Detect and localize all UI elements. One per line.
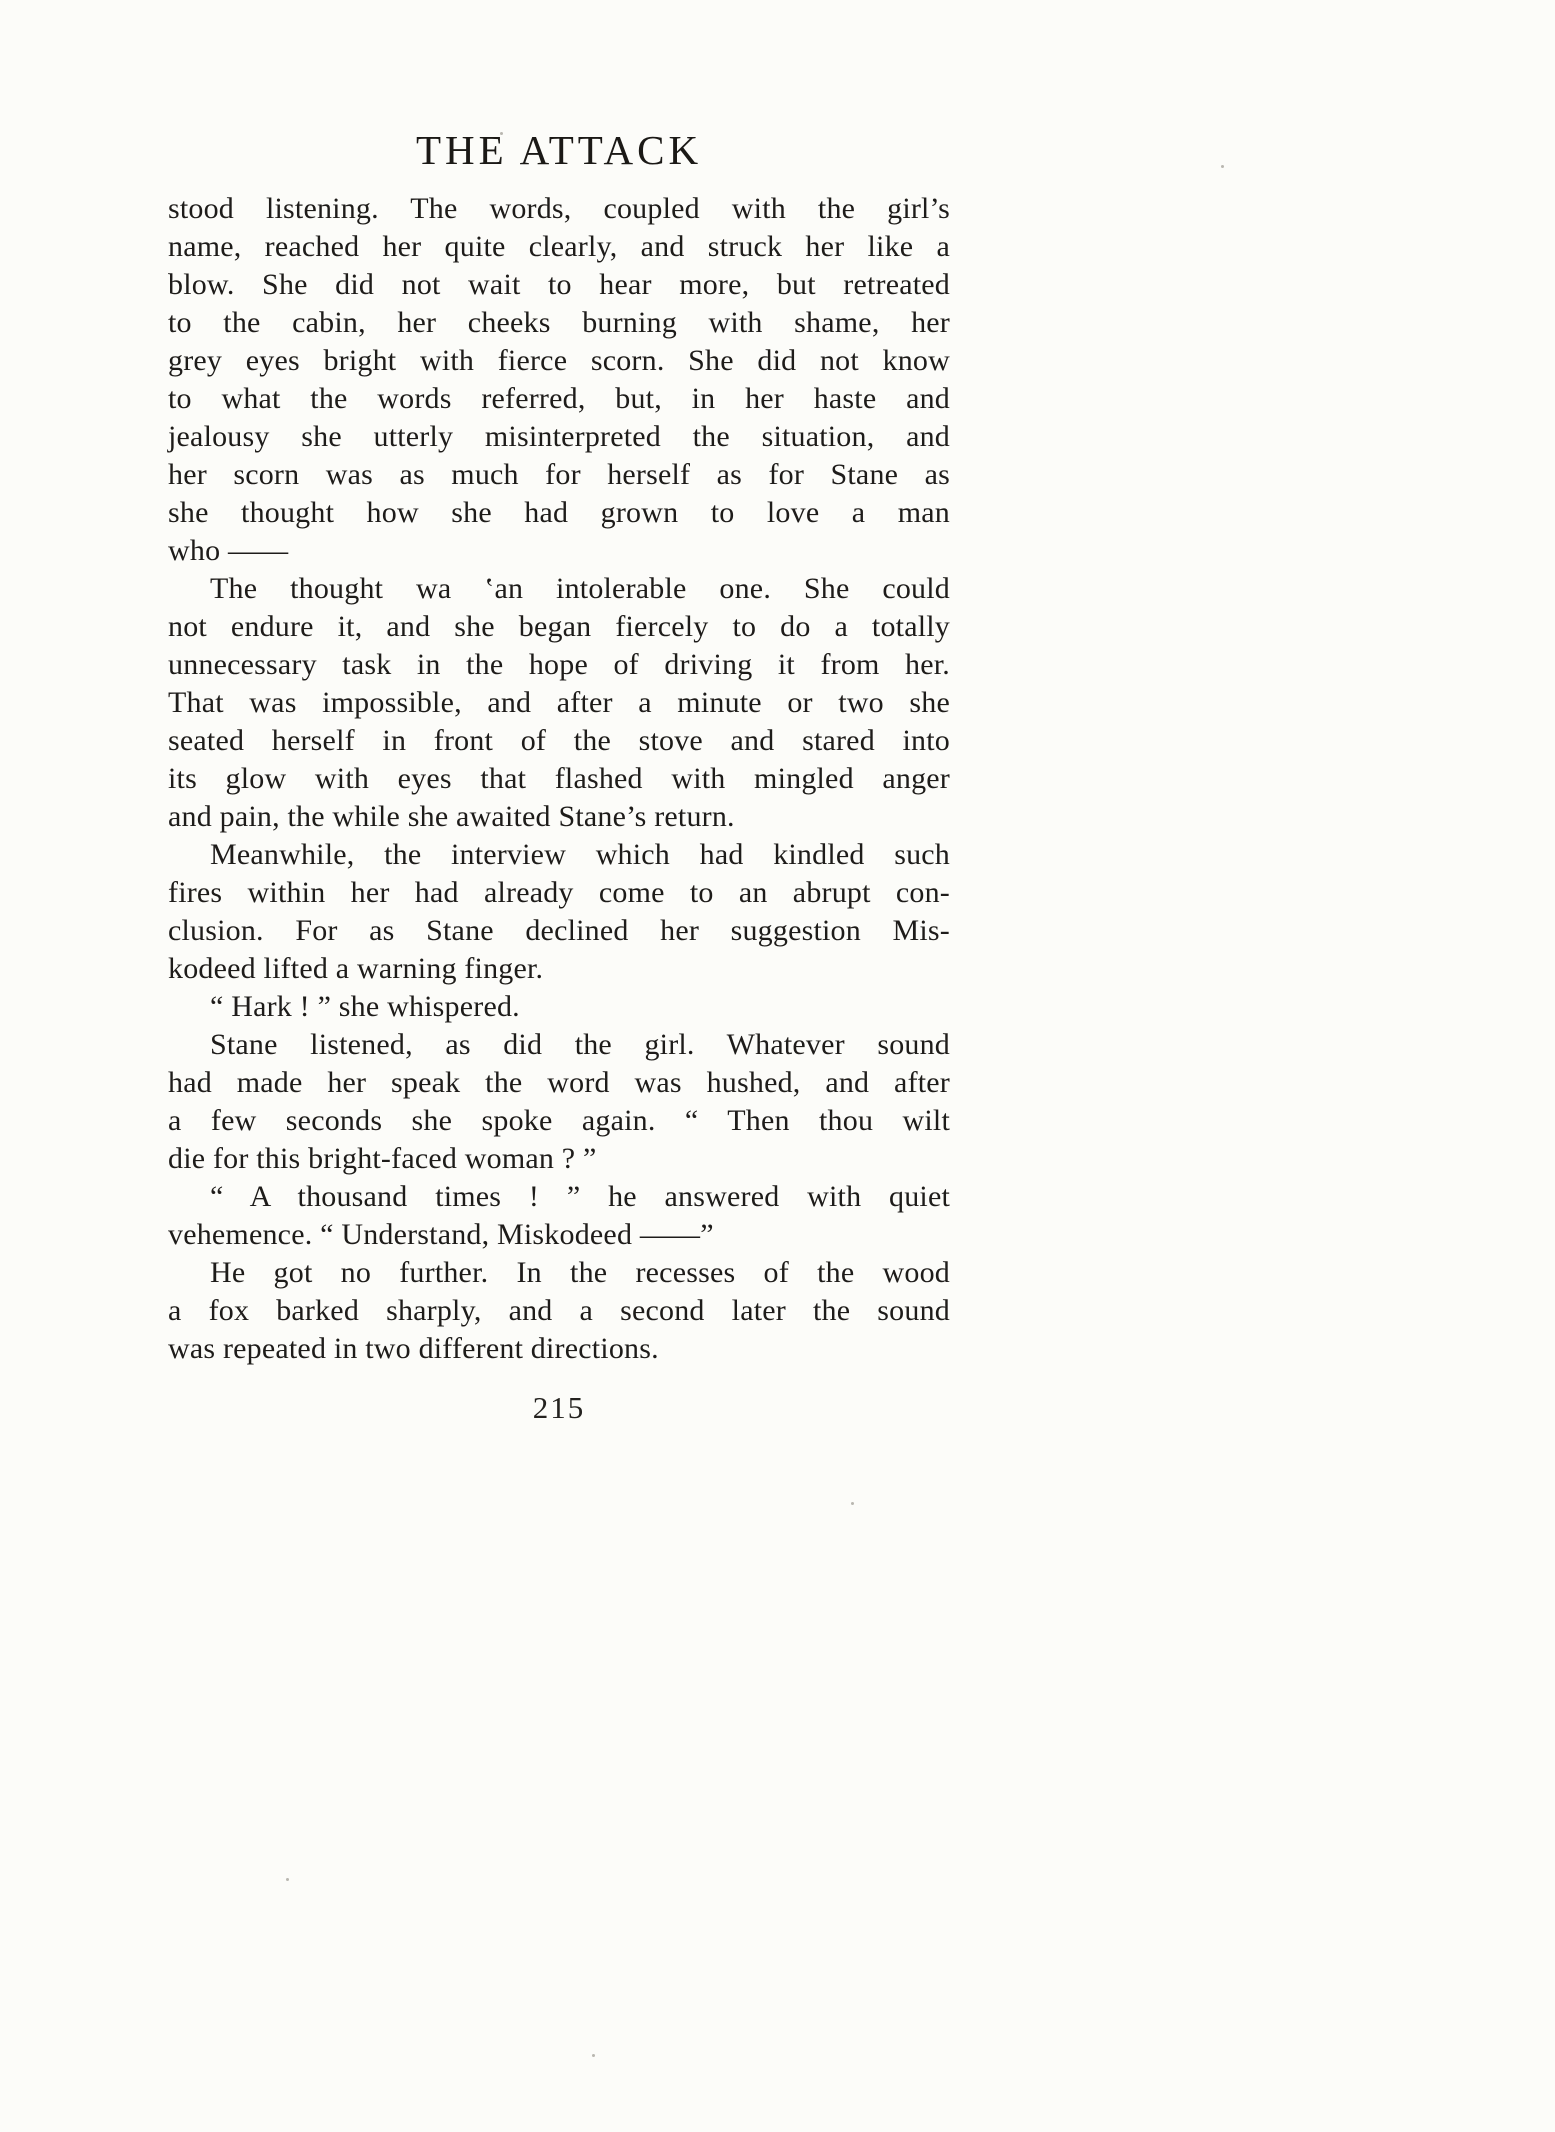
text-line: Meanwhile, the interview which had kindled such bbox=[210, 838, 950, 871]
paragraph bbox=[168, 1254, 950, 1368]
text-line: had made her speak the word was hushed, and after bbox=[168, 1066, 950, 1099]
text-line: fires within her had already come to an abrupt con- bbox=[168, 876, 950, 909]
paragraph bbox=[168, 1026, 950, 1178]
text-line: clusion. For as Stane declined her suggestion Mis- bbox=[168, 914, 950, 947]
paper-speck bbox=[851, 1502, 854, 1505]
text-line: He got no further. In the recesses of the wood bbox=[210, 1256, 950, 1289]
paragraph bbox=[168, 988, 950, 1026]
text-line: “ Hark ! ” she whispered. bbox=[210, 990, 520, 1023]
text-line: its glow with eyes that flashed with mingled anger bbox=[168, 762, 950, 795]
paper-speck bbox=[286, 1878, 289, 1881]
paragraph bbox=[168, 836, 950, 988]
page-number: 215 bbox=[532, 1390, 586, 1425]
text-line: vehemence. “ Understand, Miskodeed ——” bbox=[168, 1218, 714, 1251]
text-line: and pain, the while she awaited Stane’s return. bbox=[168, 800, 735, 833]
paper-speck bbox=[1221, 165, 1224, 168]
text-line: die for this bright-faced woman ? ” bbox=[168, 1142, 597, 1175]
text-line: name, reached her quite clearly, and struck her like a bbox=[168, 230, 950, 263]
paragraph bbox=[168, 1178, 950, 1254]
text-line: her scorn was as much for herself as for Stane as bbox=[168, 458, 950, 491]
text-line: blow. She did not wait to hear more, but retreated bbox=[168, 268, 950, 301]
text-line: to what the words referred, but, in her haste and bbox=[168, 382, 950, 415]
text-line: grey eyes bright with fierce scorn. She did not know bbox=[168, 344, 950, 377]
text-line: a fox barked sharply, and a second later the sound bbox=[168, 1294, 950, 1327]
page-title: THE ATTACK bbox=[415, 127, 703, 173]
page-content bbox=[168, 126, 950, 1426]
text-line: she thought how she had grown to love a man bbox=[168, 496, 950, 529]
text-line: unnecessary task in the hope of driving it from her. bbox=[168, 648, 950, 681]
text-line: That was impossible, and after a minute or two she bbox=[168, 686, 950, 719]
text-block bbox=[168, 190, 950, 1368]
text-line: not endure it, and she began fiercely to do a totally bbox=[168, 610, 950, 643]
text-line: The thought wa ‛an intolerable one. She could bbox=[210, 572, 950, 605]
text-line: “ A thousand times ! ” he answered with quiet bbox=[210, 1180, 950, 1213]
paragraph bbox=[168, 570, 950, 836]
text-line: who —— bbox=[168, 534, 289, 567]
paragraph bbox=[168, 190, 950, 570]
text-line: a few seconds she spoke again. “ Then thou wilt bbox=[168, 1104, 950, 1137]
text-line: stood listening. The words, coupled with the girl’s bbox=[168, 192, 950, 225]
text-line: kodeed lifted a warning finger. bbox=[168, 952, 544, 985]
text-line: jealousy she utterly misinterpreted the situation, and bbox=[168, 420, 950, 453]
paper-speck bbox=[592, 2054, 595, 2057]
text-line: seated herself in front of the stove and stared into bbox=[168, 724, 950, 757]
text-line: to the cabin, her cheeks burning with shame, her bbox=[168, 306, 950, 339]
text-line: Stane listened, as did the girl. Whatever sound bbox=[210, 1028, 950, 1061]
text-line: was repeated in two different directions. bbox=[168, 1332, 659, 1365]
